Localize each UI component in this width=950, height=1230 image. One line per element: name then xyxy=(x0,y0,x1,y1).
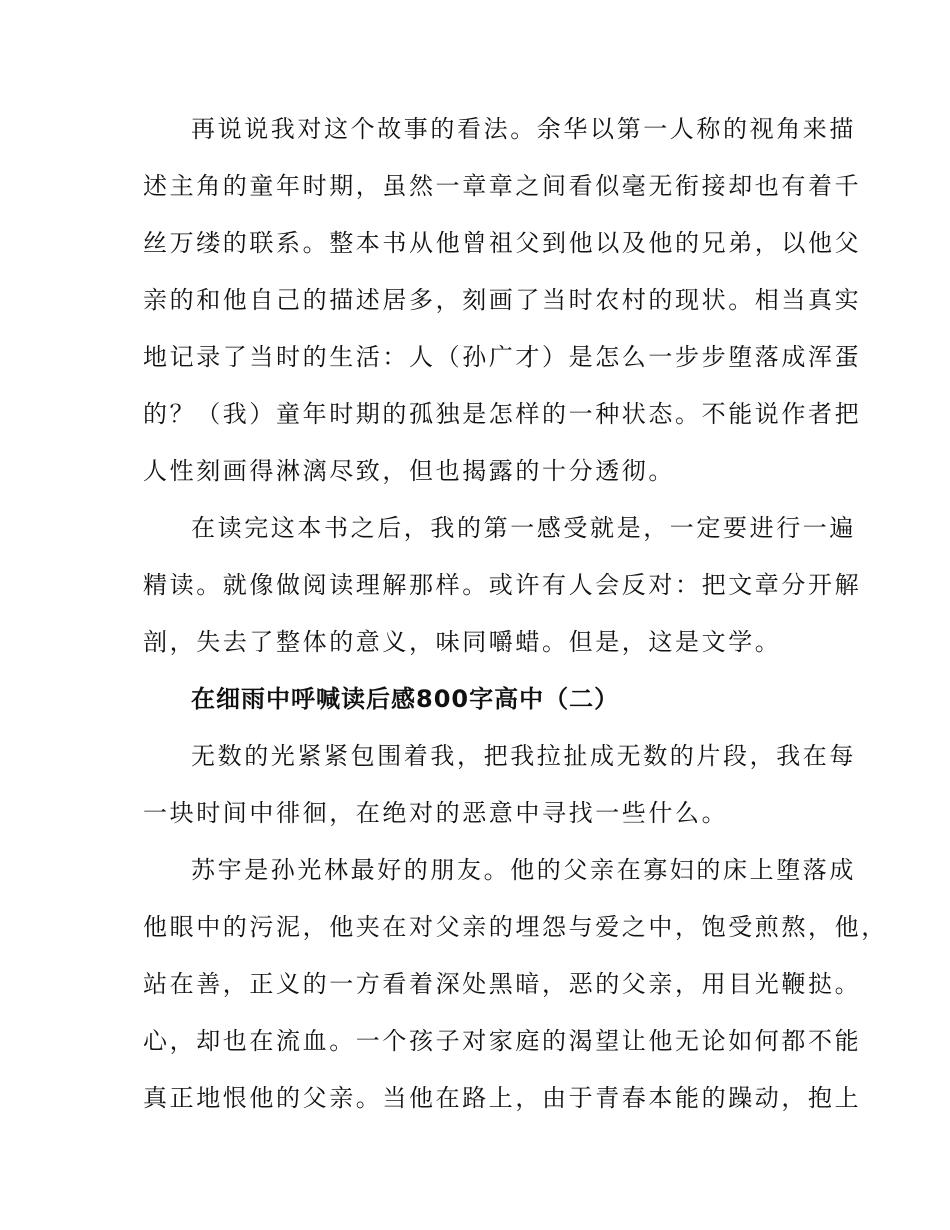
section-heading: 在细雨中呼喊读后感800字高中（二） xyxy=(191,685,620,713)
paragraph-line: 地记录了当时的生活：人（孙广才）是怎么一步步堕落成浑蛋 xyxy=(143,343,862,371)
paragraph-line: 真正地恨他的父亲。当他在路上，由于青春本能的躁动，抱上 xyxy=(143,1084,862,1112)
paragraph-line: 他眼中的污泥，他夹在对父亲的埋怨与爱之中，饱受煎熬，他， xyxy=(143,913,888,941)
paragraph-line: 一块时间中徘徊，在绝对的恶意中寻找一些什么。 xyxy=(143,799,729,827)
paragraph-line: 再说说我对这个故事的看法。余华以第一人称的视角来描 xyxy=(191,115,856,143)
paragraph-line: 亲的和他自己的描述居多，刻画了当时农村的现状。相当真实 xyxy=(143,286,862,314)
paragraph-line: 精读。就像做阅读理解那样。或许有人会反对：把文章分开解 xyxy=(143,571,862,599)
paragraph-line: 丝万缕的联系。整本书从他曾祖父到他以及他的兄弟，以他父 xyxy=(143,229,862,257)
paragraph-line: 苏宇是孙光林最好的朋友。他的父亲在寡妇的床上堕落成 xyxy=(191,856,856,884)
paragraph-line: 人性刻画得淋漓尽致，但也揭露的十分透彻。 xyxy=(143,457,675,485)
paragraph-line: 剖，失去了整体的意义，味同嚼蜡。但是，这是文学。 xyxy=(143,628,782,656)
paragraph-line: 在读完这本书之后，我的第一感受就是，一定要进行一遍 xyxy=(191,514,856,542)
paragraph-line: 心，却也在流血。一个孩子对家庭的渴望让他无论如何都不能 xyxy=(143,1027,862,1055)
paragraph-line: 站在善，正义的一方看着深处黑暗，恶的父亲，用目光鞭挞。 xyxy=(143,970,862,998)
paragraph-line: 的？（我）童年时期的孤独是怎样的一种状态。不能说作者把 xyxy=(143,400,862,428)
paragraph-line: 述主角的童年时期，虽然一章章之间看似毫无衔接却也有着千 xyxy=(143,172,862,200)
paragraph-line: 无数的光紧紧包围着我，把我拉扯成无数的片段，我在每 xyxy=(191,742,856,770)
